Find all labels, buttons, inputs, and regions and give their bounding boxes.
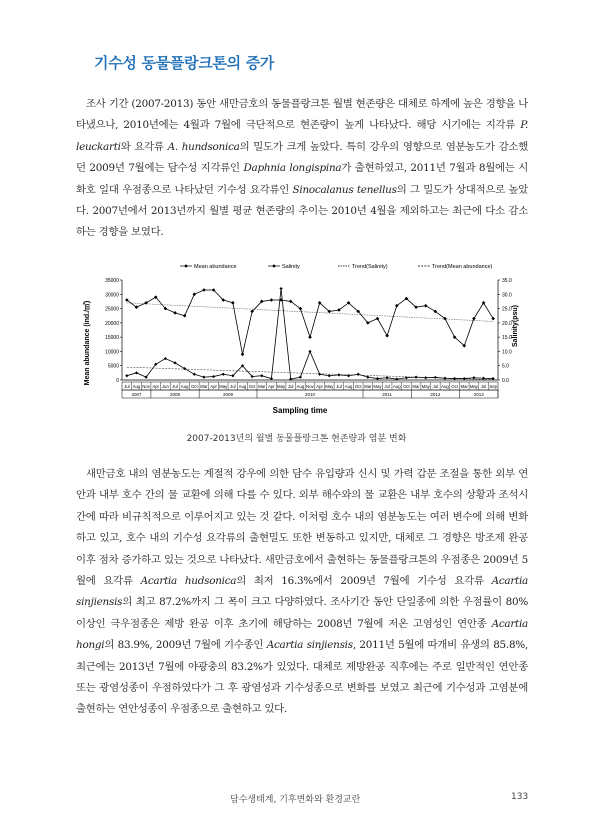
text-run: 가 출현하였고, 2011년 7월과 8월에는 시화호 일대 우점종으로 나타났던 기수성 요각류인	[76, 162, 529, 196]
abundance-point	[318, 373, 321, 376]
y-tick-label: 30000	[105, 292, 119, 299]
x-tick-label: Nov	[142, 383, 150, 389]
x-tick-label: May	[469, 383, 478, 389]
x-tick-label: Aug	[392, 383, 401, 389]
legend-item	[180, 264, 237, 270]
x-tick-label: Mar	[364, 383, 372, 389]
abundance-point	[414, 376, 417, 379]
abundance-point	[424, 376, 427, 379]
y2-tick-label: 0.0	[502, 378, 509, 384]
salinity-point	[482, 301, 486, 305]
salinity-point	[270, 298, 274, 302]
text-run: 와 요각류	[120, 140, 168, 153]
y2-tick-label: 5.0	[502, 363, 509, 370]
x-tick-label: May	[421, 383, 430, 389]
legend-item	[268, 264, 300, 270]
chart-axes	[105, 278, 512, 398]
y2-tick-label: 35.0	[502, 278, 512, 284]
abundance-point	[260, 374, 263, 377]
year-label: 2009	[223, 391, 234, 397]
legend-item	[418, 264, 493, 270]
salinity-point	[491, 317, 495, 321]
x-tick-label: Apr	[268, 383, 275, 389]
y2-axis-label: Salinity(psu)	[512, 304, 519, 348]
abundance-line	[127, 289, 493, 380]
x-tick-label: Apr	[152, 383, 160, 389]
abundance-salinity-chart	[80, 258, 520, 418]
legend-label: Trend(Mean abundance)	[432, 264, 493, 270]
year-label: 2010	[304, 391, 316, 397]
species-name: Acartia sinjiensis	[76, 575, 528, 609]
x-tick-label: Sep	[489, 383, 498, 389]
abundance-point	[328, 374, 331, 377]
text-run: 의 최저 16.3%에서 2009년 7월에 기수성 요각류	[236, 575, 492, 588]
salinity-point	[241, 352, 245, 356]
x-tick-label: May	[219, 383, 228, 389]
x-tick-label: Aug	[441, 383, 449, 389]
text-run: 의 최고 87.2%까지 그 폭이 크고 다양하였다. 조사기간 동안 단일종에 의한 우점률이 80% 이상인 극우점종은 제방 완공 이후 초기에 해당하는 2008년 7월에 저온 고염성인 연안종	[76, 596, 528, 630]
x-tick-label: Mar	[258, 383, 266, 389]
abundance-point	[125, 374, 128, 377]
salinity-point	[202, 288, 206, 292]
year-label: 2011	[382, 391, 392, 397]
x-tick-label: May	[325, 383, 334, 389]
salinity-point	[376, 317, 380, 321]
section-title: 기수성 동물플랑크톤의 증가	[94, 54, 275, 72]
x-tick-label: Apr	[210, 383, 217, 389]
y2-tick-label: 15.0	[502, 335, 512, 342]
species-name: Acartia hudsonica	[140, 575, 237, 588]
x-tick-label: Aug	[180, 383, 189, 389]
x-tick-label: Jul	[480, 383, 487, 389]
y-axis-label: Mean abundance (ind./㎥)	[84, 300, 91, 386]
y-tick-label: 20000	[105, 320, 119, 327]
x-tick-label: Aug	[296, 383, 305, 389]
text-run: 의 그 밀도가 상대적으로 높았다. 2007년에서 2013년까지 월별 평균 현존량의 추이는 2010년 4월을 제외하고는 최근에 다소 감소하는 경향을 보였다.	[76, 183, 528, 239]
salinity-point	[193, 292, 197, 296]
salinity-point	[308, 335, 312, 339]
abundance-point	[279, 287, 282, 290]
x-tick-label: Jun	[161, 383, 169, 389]
x-tick-label: Nov	[306, 383, 314, 389]
paragraph-text	[76, 464, 528, 721]
species-name: Sinocalanus tenellus	[292, 183, 397, 196]
y-tick-label: 15000	[105, 335, 119, 342]
abundance-point	[366, 376, 369, 379]
x-tick-label: Oct	[248, 383, 256, 389]
abundance-point	[299, 376, 302, 379]
text-run: 의 83.9%, 2009년 7월에 기수종인	[104, 639, 267, 652]
x-tick-label: Jul	[230, 383, 236, 389]
y2-tick-label: 10.0	[502, 349, 512, 356]
x-tick-label: Aug	[344, 383, 353, 389]
text-run: 조사 기간 (2007-2013) 동안 새만금호의 동물플랑크톤 월별 현존량은 대체로 하계에 높은 경향을 나타냈으나, 2010년에는 4월과 7월에 극단적으로 현존량이 높게 나타났다. 해당 시기에는 지각류	[76, 98, 528, 132]
legend-label: Salinity	[282, 264, 300, 270]
species-name: Acartia hongi	[76, 617, 528, 652]
abundance-point	[202, 376, 205, 379]
x-tick-label: Jul	[124, 383, 130, 389]
salinity-point	[173, 311, 177, 315]
footer-title: 담수생태계, 기후변화와 환경교란	[230, 795, 361, 805]
y-tick-label: 0	[116, 378, 119, 384]
legend-label: Trend(Salinity)	[352, 264, 388, 270]
x-tick-label: Aug	[132, 383, 141, 389]
salinity-point	[424, 304, 428, 308]
species-name: Daphnia longispina	[243, 162, 342, 175]
x-tick-label: May	[277, 383, 286, 389]
paragraph-text	[76, 94, 528, 244]
x-tick-label: Jul	[336, 383, 342, 389]
legend-marker	[272, 264, 276, 268]
salinity-point	[231, 301, 235, 305]
x-tick-label: Aug	[238, 383, 247, 389]
x-tick-label: Jul	[287, 383, 294, 389]
y2-tick-label: 20.0	[502, 320, 512, 327]
y2-tick-label: 25.0	[502, 306, 512, 313]
year-label: 2007	[131, 391, 142, 397]
body-paragraph-2	[76, 464, 528, 721]
x-tick-label: May	[373, 383, 382, 389]
legend-marker	[184, 264, 188, 268]
abundance-point	[337, 373, 340, 376]
x-tick-label: Jul	[172, 383, 178, 389]
trend-salinity-line	[127, 303, 493, 322]
text-run: 의 밀도가 크게 높았다. 특히 강우의 영향으로 염분농도가 감소했던 2009년 7월에는 담수성 지각류인	[76, 140, 528, 175]
x-tick-label: Oct	[451, 383, 458, 389]
chart-legend	[180, 264, 493, 270]
figure-caption: 2007-2013년의 월별 동물플랑크톤 현존량과 염분 변화	[186, 434, 407, 444]
text-run: , 2011년 5월에 따개비 유생의 85.8%, 최근에는 2013년 7월에 야광충의 83.2%가 있었다. 대체로 제방완공 직후에는 주로 일반적인 연안종 또는 광염성종이 우점하였다가 그 후 광염성과 기수성종으로 변화를 보였고 최근에 기수성과 고염분에 출현하는 연안성종이 우점종으로 출현하고 있다.	[76, 639, 528, 716]
x-tick-label: Mar	[460, 383, 468, 389]
salinity-line	[127, 290, 493, 354]
y-tick-label: 35000	[105, 278, 119, 284]
y-tick-label: 5000	[107, 363, 119, 370]
x-tick-label: Oct	[354, 383, 362, 389]
x-tick-label: Apr	[316, 383, 323, 389]
year-label: 2012	[430, 391, 441, 397]
body-paragraph-1	[76, 94, 528, 244]
abundance-point	[357, 373, 360, 376]
abundance-point	[443, 377, 446, 380]
year-label: 2008	[170, 391, 181, 397]
x-tick-label: Jul	[432, 383, 439, 389]
abundance-point	[386, 376, 389, 379]
x-tick-label: Oct	[190, 383, 198, 389]
abundance-point	[222, 373, 225, 376]
page-number: 133	[511, 792, 529, 802]
legend-item	[338, 264, 388, 270]
abundance-point	[308, 350, 311, 353]
abundance-point	[347, 374, 350, 377]
species-name: A. hundsonica	[167, 140, 240, 153]
abundance-point	[212, 375, 215, 378]
legend-label: Mean abundance	[194, 264, 237, 270]
abundance-point	[135, 371, 138, 374]
x-tick-label: Jul	[384, 383, 390, 389]
y-tick-label: 25000	[105, 306, 119, 313]
x-tick-label: Mar	[200, 383, 208, 389]
species-name: P. leuckarti	[76, 119, 528, 153]
year-label: 2013	[473, 391, 484, 397]
y2-tick-label: 30.0	[502, 292, 512, 299]
x-tick-label: Oct	[403, 383, 410, 389]
salinity-point	[385, 334, 389, 338]
x-tick-label: Mar	[412, 383, 420, 389]
salinity-point	[183, 314, 187, 318]
y-tick-label: 10000	[105, 349, 119, 356]
x-axis-label: Sampling time	[272, 406, 328, 415]
species-name: Acartia sinjiensis	[266, 639, 353, 652]
chart-plot-area	[125, 287, 495, 381]
text-run: 새만금호 내의 염분농도는 계절적 강우에 의한 담수 유입량과 신시 및 가력 갑문 조절을 통한 외부 연안과 내부 호수 간의 물 교환에 의해 다를 수 있다. 외부 해수와의 물 교환은 내부 호수의 상황과 조석시간에 따라 비규칙적으로 이루어지고 있는 것 같다. 이처럼 호수 내의 염분농도는 여러 변수에 의해 변화하고 있고, 호수 내의 기수성 요각류의 출현밀도 또한 변동하고 있지만, 대체로 그 경향은 방조제 완공 이후 점차 증가하고 있는 것으로 나타났다. 새만금호에서 출현하는 동물플랑크톤의 우점종은 2009년 5월에 요각류	[76, 468, 528, 588]
salinity-point	[472, 317, 476, 321]
abundance-point	[434, 376, 437, 379]
